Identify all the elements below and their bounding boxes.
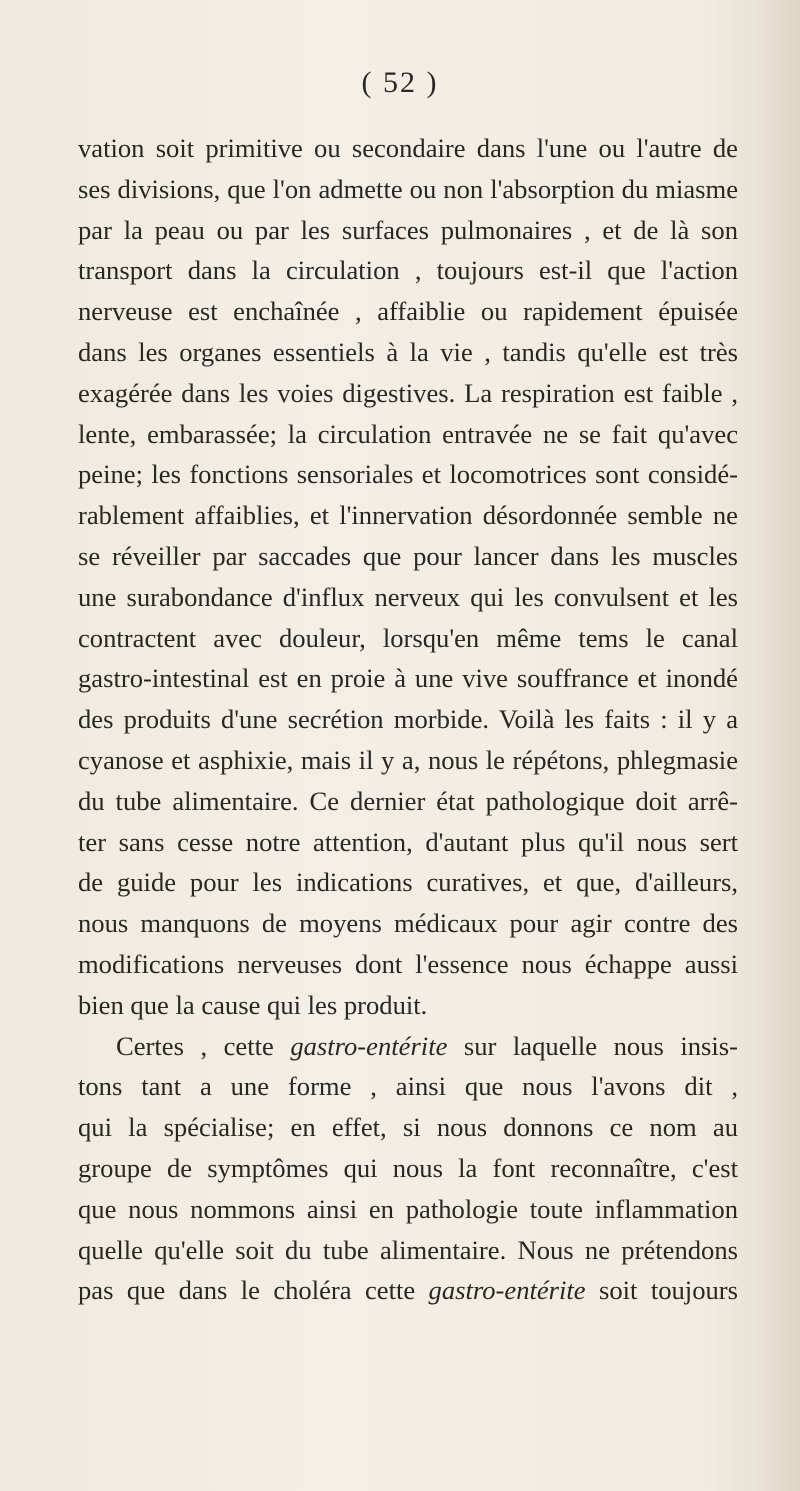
paragraph-2-line: groupe de symptômes qui nous la font reconnaître, c'est xyxy=(78,1152,738,1183)
text-line: des produits d'une secrétion morbide. Voilà les faits : il y a xyxy=(78,704,738,735)
italic-term: gastro-entérite xyxy=(428,1275,586,1306)
text-line: rablement affaiblies, et l'innervation désordonnée semble ne xyxy=(78,500,738,531)
text-line: peine; les fonctions sensoriales et locomotrices sont considé- xyxy=(78,459,738,490)
text-line: par la peau ou par les surfaces pulmonaires , et de là son xyxy=(78,214,738,245)
body-text xyxy=(78,128,738,1311)
text-line: exagérée dans les voies digestives. La respiration est faible , xyxy=(78,377,738,408)
italic-term: gastro-entérite xyxy=(290,1030,448,1061)
text-run: soit toujours xyxy=(585,1275,738,1306)
paragraph-end-line: bien que la cause qui les produit. xyxy=(78,989,428,1020)
text-line: vation soit primitive ou secondaire dans l'une ou l'autre de xyxy=(78,133,738,163)
text-run: sur laquelle nous insis- xyxy=(447,1030,738,1061)
paragraph-2-line: quelle qu'elle soit du tube alimentaire. Nous ne prétendons xyxy=(78,1234,738,1265)
text-line: nerveuse est enchaînée , affaiblie ou rapidement épuisée xyxy=(78,296,738,327)
paragraph-2-line xyxy=(78,1026,738,1067)
text-line: une surabondance d'influx nerveux qui les convulsent et les xyxy=(78,581,738,612)
text-line: ses divisions, que l'on admette ou non l'absorption du miasme xyxy=(78,173,738,204)
text-run: Certes , cette xyxy=(116,1030,291,1061)
text-line: gastro-intestinal est en proie à une vive souffrance et inondé xyxy=(78,663,738,694)
paragraph-2-line: que nous nommons ainsi en pathologie toute inflammation xyxy=(78,1193,738,1224)
page-number: ( 52 ) xyxy=(361,66,439,99)
text-line: lente, embarassée; la circulation entravée ne se fait qu'avec xyxy=(78,418,738,449)
text-line: dans les organes essentiels à la vie , tandis qu'elle est très xyxy=(78,336,738,367)
text-line: se réveiller par saccades que pour lancer dans les muscles xyxy=(78,540,738,571)
text-line: du tube alimentaire. Ce dernier état pathologique doit arrê- xyxy=(78,785,738,816)
paragraph-2-line: qui la spécialise; en effet, si nous donnons ce nom au xyxy=(78,1112,738,1143)
text-run: pas que dans le choléra cette xyxy=(78,1275,429,1306)
text-line: contractent avec douleur, lorsqu'en même tems le canal xyxy=(78,622,738,653)
paragraph-2-line: tons tant a une forme , ainsi que nous l'avons dit , xyxy=(78,1071,738,1102)
text-line: transport dans la circulation , toujours est-il que l'action xyxy=(78,255,738,286)
text-line: ter sans cesse notre attention, d'autant plus qu'il nous sert xyxy=(78,826,738,857)
text-line: nous manquons de moyens médicaux pour agir contre des xyxy=(78,908,738,939)
text-line: modifications nerveuses dont l'essence nous échappe aussi xyxy=(78,948,738,979)
text-line: de guide pour les indications curatives, et que, d'ailleurs, xyxy=(78,867,738,898)
text-line: cyanose et asphixie, mais il y a, nous le répétons, phlegmasie xyxy=(78,744,738,775)
paragraph-2-line xyxy=(78,1270,738,1311)
